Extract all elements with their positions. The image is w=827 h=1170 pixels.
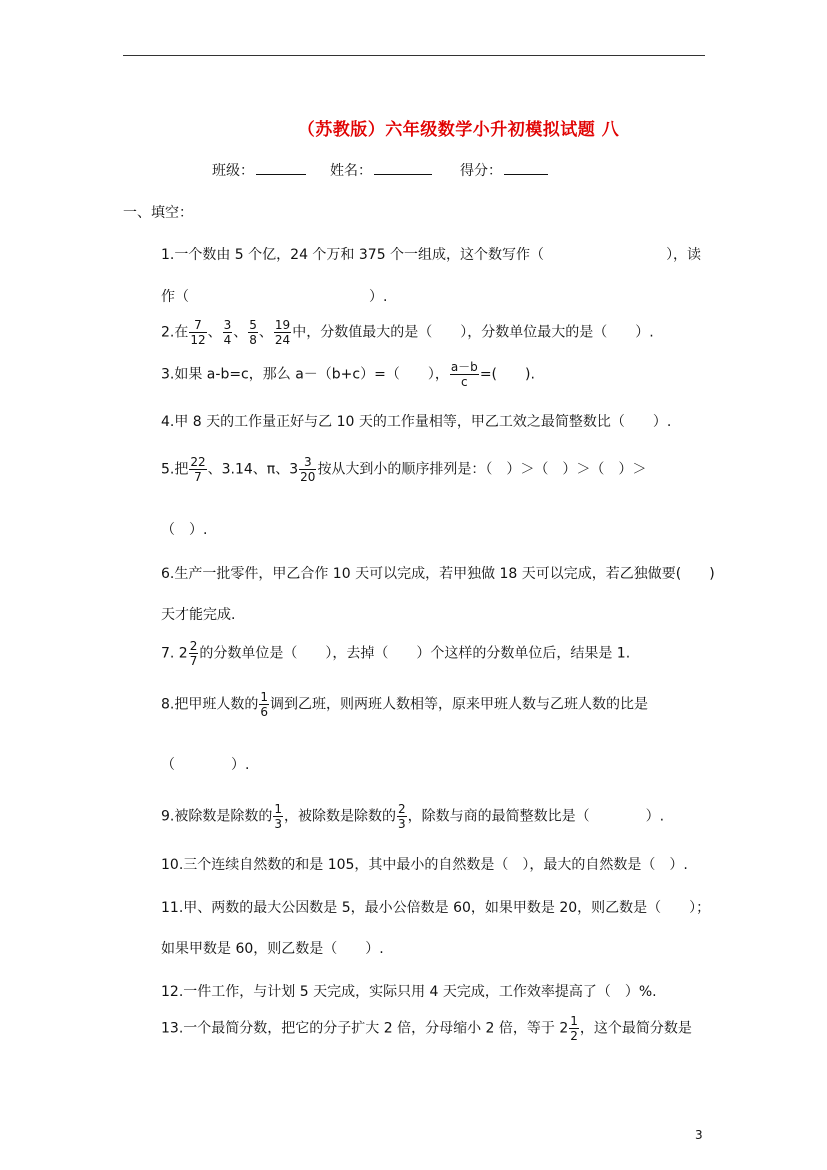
q8-frac: $\frac{1}{6}$: [260, 690, 268, 719]
q7-frac: $\frac{2}{7}$: [189, 639, 198, 668]
question-6-cont: 天才能完成.: [161, 607, 236, 623]
q3-frac: $\frac{a-b}{c}$: [450, 360, 478, 389]
class-blank[interactable]: [256, 160, 306, 175]
q9-pre: 9.被除数是除数的: [161, 808, 273, 825]
question-8: [161, 690, 648, 719]
question-2: [161, 318, 654, 347]
q2-frac-4: $\frac{19}{24}$: [274, 318, 291, 347]
q2-post: 中，分数值最大的是（ ），分数单位最大的是（ ）.: [292, 324, 654, 341]
q3-post: =( ).: [479, 366, 535, 383]
q13-frac: $\frac{1}{2}$: [570, 1014, 578, 1043]
question-5-cont: （ ）.: [161, 522, 208, 538]
question-11-cont: 如果甲数是 60，则乙数是（ ）.: [161, 941, 384, 957]
question-11: 11.甲、两数的最大公因数是 5，最小公倍数是 60，如果甲数是 20，则乙数是（ ）；: [161, 900, 711, 916]
q2-sep: 、: [258, 324, 273, 341]
q9-mid: ，被除数是除数的: [284, 808, 396, 825]
q13-pre: 13.一个最简分数，把它的分子扩大 2 倍，分母缩小 2 倍，等于 2: [161, 1020, 569, 1037]
question-6: 6.生产一批零件，甲乙合作 10 天可以完成，若甲独做 18 天可以完成，若乙独做要( ): [161, 566, 715, 582]
q5-frac-1: $\frac{22}{7}$: [190, 455, 206, 484]
section-heading: 一、填空：: [123, 205, 193, 221]
question-1: [161, 244, 701, 264]
name-label: 姓名：: [330, 163, 372, 179]
q9-frac-2: $\frac{2}{3}$: [398, 802, 406, 831]
class-field: [212, 160, 306, 180]
page-number: 3: [695, 1128, 703, 1142]
q7-post: 的分数单位是（ ），去掉（ ）个这样的分数单位后，结果是 1.: [199, 645, 631, 662]
q2-sep: 、: [207, 324, 222, 341]
q7-pre: 7. 2: [161, 645, 188, 662]
q2-frac-1: $\frac{7}{12}$: [190, 318, 206, 347]
q9-frac-1: $\frac{1}{3}$: [274, 802, 282, 831]
q2-pre: 2.在: [161, 324, 189, 341]
question-8-cont: （ ）.: [161, 757, 250, 773]
score-blank[interactable]: [504, 160, 548, 175]
question-4: 4.甲 8 天的工作量正好与乙 10 天的工作量相等，甲乙工效之最简整数比（ ）.: [161, 414, 672, 430]
class-label: 班级：: [212, 163, 254, 179]
question-12: 12.一件工作，与计划 5 天完成，实际只用 4 天完成，工作效率提高了（ ）%.: [161, 984, 657, 1000]
q5-frac-2: $\frac{3}{20}$: [300, 455, 316, 484]
q5-pre: 5.把: [161, 461, 189, 478]
question-5: [161, 455, 646, 484]
q1-text-b: ），读: [666, 247, 702, 263]
q5-post: 按从大到小的顺序排列是：（ ）＞（ ）＞（ ）＞: [317, 461, 647, 478]
question-1-cont: [161, 286, 387, 306]
header-rule: [123, 55, 705, 56]
question-3: [161, 360, 535, 389]
question-9: [161, 802, 664, 831]
q2-sep: 、: [233, 324, 248, 341]
page-title: （苏教版）六年级数学小升初模拟试题 八: [297, 120, 620, 140]
q3-pre: 3.如果 a-b=c，那么 a－（b+c）=（ ），: [161, 366, 449, 383]
name-blank[interactable]: [374, 160, 432, 175]
q2-frac-3: $\frac{5}{8}$: [249, 318, 257, 347]
q9-post: ，除数与商的最简整数比是（ ）.: [407, 808, 665, 825]
q8-pre: 8.把甲班人数的: [161, 696, 259, 713]
q2-frac-2: $\frac{3}{4}$: [223, 318, 232, 347]
score-field: [460, 160, 548, 180]
q1-text-d: ）.: [369, 289, 388, 305]
score-label: 得分：: [460, 163, 502, 179]
name-field: [330, 160, 432, 180]
q1-text-c: 作（: [161, 289, 189, 305]
question-10: 10.三个连续自然数的和是 105，其中最小的自然数是（ ），最大的自然数是（ ）.: [161, 857, 688, 873]
q13-post: ，这个最简分数是: [579, 1020, 692, 1037]
q8-post: 调到乙班，则两班人数相等，原来甲班人数与乙班人数的比是: [270, 696, 648, 713]
q1-text-a: 1.一个数由 5 个亿，24 个万和 375 个一组成，这个数写作（: [161, 247, 545, 263]
q5-mid: 、3.14、π、3: [207, 461, 299, 478]
question-13: [161, 1014, 692, 1043]
question-7: [161, 639, 630, 668]
